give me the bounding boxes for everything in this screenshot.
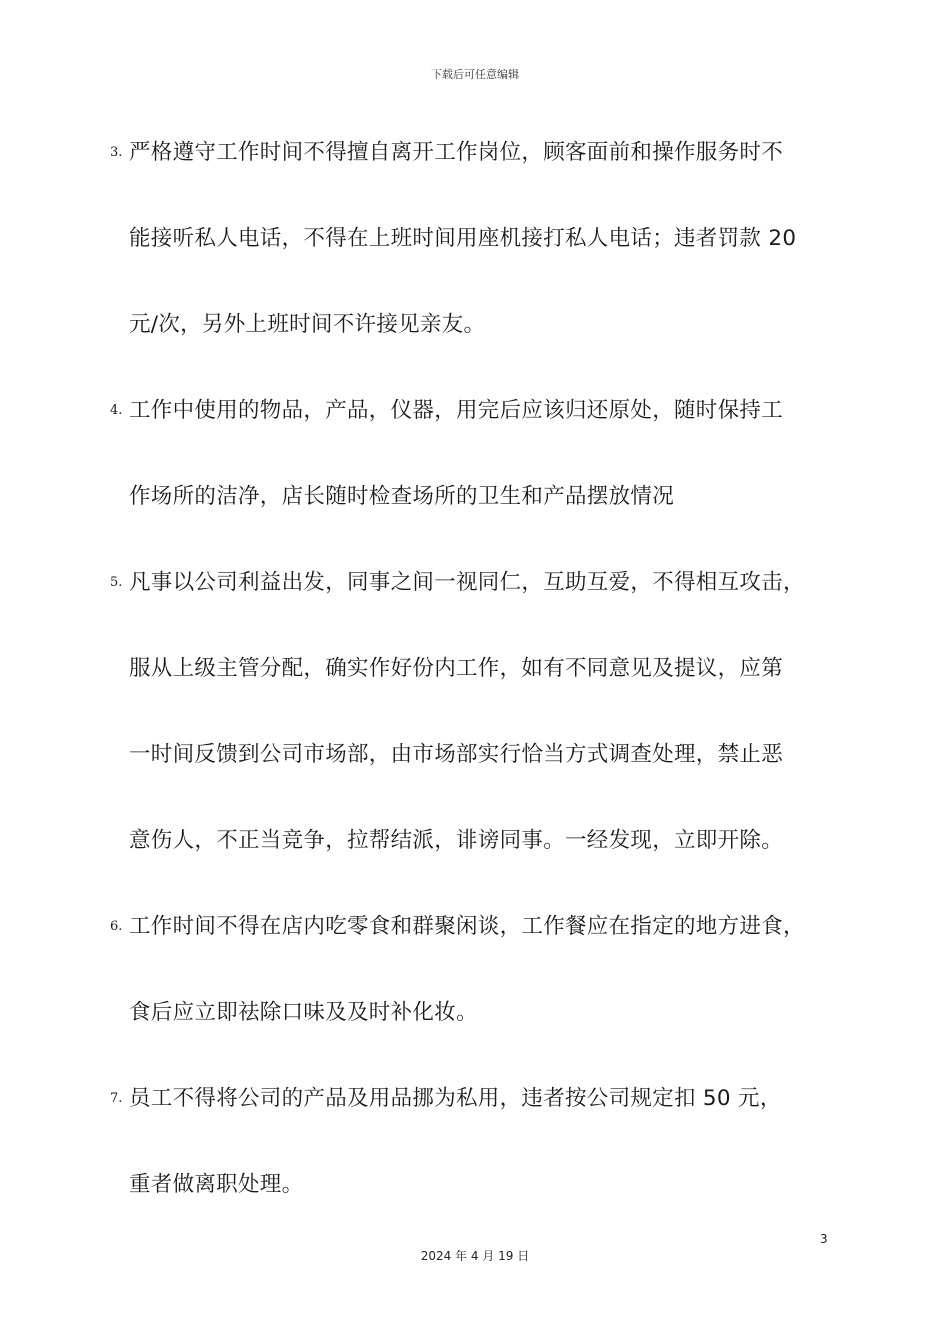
rule-text-line: 严格遵守工作时间不得擅自离开工作岗位，顾客面前和操作服务时不 — [129, 140, 784, 165]
page-number: 3 — [820, 1232, 828, 1246]
rule-text-line: 工作中使用的物品，产品，仪器，用完后应该归还原处，随时保持工 — [129, 398, 784, 423]
rule-number: 7. — [110, 1091, 123, 1106]
rules-list — [0, 131, 950, 1206]
rule-item-6 — [0, 905, 950, 1034]
rule-text-line: 重者做离职处理。 — [129, 1172, 304, 1197]
rule-text-line: 服从上级主管分配，确实作好份内工作，如有不同意见及提议，应第 — [129, 656, 784, 681]
rule-text-line: 工作时间不得在店内吃零食和群聚闲谈，工作餐应在指定的地方进食， — [129, 914, 805, 939]
page-header: 下载后可任意编辑 — [431, 68, 519, 81]
rule-number: 4. — [110, 403, 123, 418]
rule-number: 5. — [110, 575, 123, 590]
rule-text-line: 员工不得将公司的产品及用品挪为私用，违者按公司规定扣 50 元， — [129, 1086, 782, 1111]
rule-number: 3. — [110, 145, 123, 160]
rule-item-5 — [0, 561, 950, 862]
rule-text-line: 意伤人，不正当竞争，拉帮结派，诽谤同事。一经发现，立即开除。 — [129, 828, 784, 853]
rule-text-line: 作场所的洁净，店长随时检查场所的卫生和产品摆放情况 — [129, 484, 675, 509]
rule-item-4 — [0, 389, 950, 518]
rule-number: 6. — [110, 919, 123, 934]
rule-text-line: 能接听私人电话，不得在上班时间用座机接打私人电话；违者罚款 20 — [129, 226, 797, 251]
rule-text-line: 一时间反馈到公司市场部，由市场部实行恰当方式调查处理，禁止恶 — [129, 742, 784, 767]
rule-text-line: 食后应立即祛除口味及及时补化妆。 — [129, 1000, 478, 1025]
rule-item-3 — [0, 131, 950, 346]
footer-date: 2024 年 4 月 19 日 — [420, 1249, 530, 1263]
rule-text-line: 凡事以公司利益出发，同事之间一视同仁，互助互爱，不得相互攻击， — [129, 570, 805, 595]
rule-text-line: 元/次，另外上班时间不许接见亲友。 — [129, 312, 486, 337]
rule-item-7 — [0, 1077, 950, 1206]
